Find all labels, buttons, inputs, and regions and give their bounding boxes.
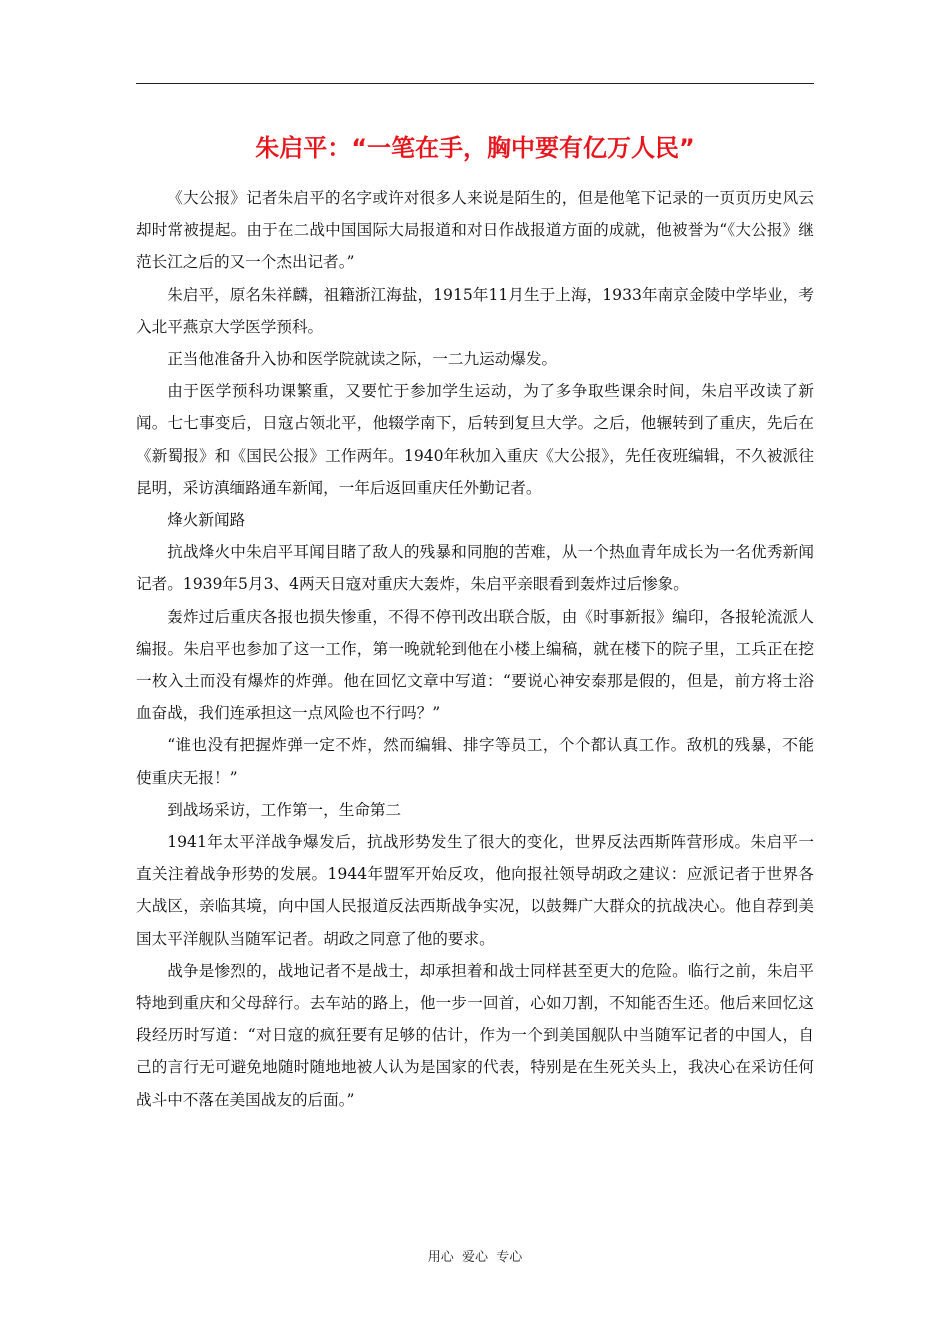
- paragraph-bombing: 抗战烽火中朱启平耳闻目睹了敌人的残暴和同胞的苦难，从一个热血青年成长为一名优秀新闻记者。1939年5月3、4两天日寇对重庆大轰炸，朱启平亲眼看到轰炸过后惨象。: [136, 543, 814, 594]
- paragraph-quote: “谁也没有把握炸弹一定不炸，然而编辑、排字等员工，个个都认真工作。敌机的残暴，不能使重庆无报！”: [136, 736, 814, 787]
- header-rule: [136, 83, 814, 84]
- paragraph-joint-edition: 轰炸过后重庆各报也损失惨重，不得不停刊改出联合版，由《时事新报》编印，各报轮流派人编报。朱启平也参加了这一工作，第一晚就轮到他在小楼上编稿，就在楼下的院子里，工兵正在挖一枚入土而没有爆炸的炸弹。他在回忆文章中写道：“要说心神安泰那是假的，但是，前方将士浴血奋战，我们连承担这一点风险也不行吗？”: [136, 607, 814, 723]
- paragraph-farewell: 战争是惨烈的，战地记者不是战士，却承担着和战士同样甚至更大的危险。临行之前，朱启平特地到重庆和父母辞行。去车站的路上，他一步一回首，心如刀割，不知能否生还。他后来回忆这段经历时写道：“对日寇的疯狂要有足够的估计，作为一个到美国舰队中当随军记者的中国人，自己的言行无可避免地随时随地地被人认为是国家的代表，特别是在生死关头上，我决心在采访任何战斗中不落在美国战友的后面。”: [136, 961, 814, 1109]
- section-heading-war-news: 烽火新闻路: [167, 511, 246, 530]
- paragraph-december-ninth: 正当他准备升入协和医学院就读之际，一二九运动爆发。: [167, 350, 558, 369]
- article-body: [136, 182, 814, 1116]
- section-heading-battlefield: 到战场采访，工作第一，生命第二: [167, 800, 402, 819]
- paragraph-journalism-start: 由于医学预科功课繁重，又要忙于参加学生运动，为了多争取些课余时间，朱启平改读了新闻。七七事变后，日寇占领北平，他辍学南下，后转到复旦大学。之后，他辗转到了重庆，先后在《新蜀报》和《国民公报》工作两年。1940年秋加入重庆《大公报》，先任夜班编辑，不久被派往昆明，采访滇缅路通车新闻，一年后返回重庆任外勤记者。: [136, 382, 814, 497]
- article-title: 朱启平：“一笔在手，胸中要有亿万人民”: [255, 134, 695, 162]
- paragraph-biography: 朱启平，原名朱祥麟，祖籍浙江海盐，1915年11月生于上海，1933年南京金陵中学毕业，考入北平燕京大学医学预科。: [136, 285, 814, 336]
- paragraph-pacific-war: 1941年太平洋战争爆发后，抗战形势发生了很大的变化，世界反法西斯阵营形成。朱启平一直关注着战争形势的发展。1944年盟军开始反攻，他向报社领导胡政之建议：应派记者于世界各大战区，亲临其境，向中国人民报道反法西斯战争实况，以鼓舞广大群众的抗战决心。他自荐到美国太平洋舰队当随军记者。胡政之同意了他的要求。: [136, 833, 814, 948]
- page-footer: 用心 爱心 专心: [427, 1250, 523, 1265]
- paragraph-intro: 《大公报》记者朱启平的名字或许对很多人来说是陌生的，但是他笔下记录的一页页历史风云却时常被提起。由于在二战中国国际大局报道和对日作战报道方面的成就，他被誉为“《大公报》继范长江之后的又一个杰出记者。”: [136, 189, 814, 272]
